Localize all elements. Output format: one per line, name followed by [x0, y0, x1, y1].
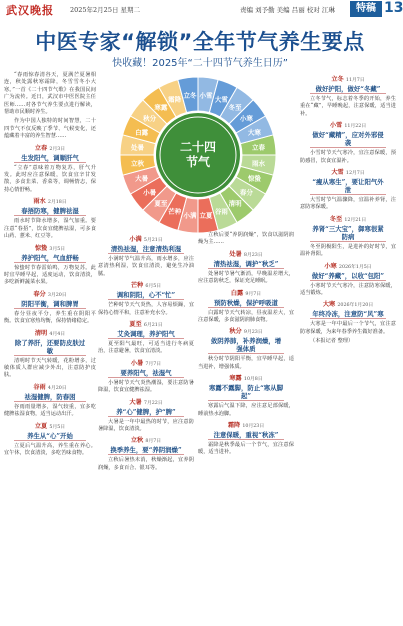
solar-terms-wheel: [98, 66, 298, 236]
term-paragraph: 寒露后气温下降，应注意足部保暖，睡前热水泡脚。: [198, 403, 294, 417]
wheel-term-label: 小寒: [239, 114, 253, 123]
article-column-2: [98, 232, 194, 622]
term-heading-jingzhe: 惊蛰 3月5日 养护阳气，气血舒畅: [4, 245, 96, 263]
term-paragraph: 霜降是秋季最后一个节气，宜注意保暖，适当进补。: [198, 442, 294, 456]
wheel-term-label: 立夏: [199, 211, 213, 220]
wheel-term-label: 秋分: [143, 114, 157, 123]
term-paragraph: 立夏后气温升高，养生重在养心。宜午休，饮食清淡，多吃苦味食物。: [4, 442, 96, 456]
wheel-term-label: 小雪: [199, 91, 213, 100]
wheel-term-label: 立春: [251, 143, 265, 152]
wheel-term-label: 霜降: [168, 95, 182, 104]
term-paragraph: 芒种时节天气炎热，人容易烦躁，宜保持心情平和，注意补充水分。: [98, 302, 194, 316]
term-paragraph: 春分昼夜平分，养生重在阴阳平衡。饮食宜寒热均衡，保持情绪稳定。: [4, 310, 96, 325]
term-heading-dongzhi: 冬至 12月21日 养肾“三大宝”，御寒很紧防病: [300, 216, 396, 242]
wheel-term-label: 芒种: [168, 207, 182, 216]
term-heading-lidong: 立冬 11月7日 做好护阳，做好“冬藏”: [300, 76, 396, 94]
term-paragraph: 夏至阳气最旺，可适当进行冬病夏治，注意避暑，饮食宜清淡。: [98, 341, 194, 355]
term-paragraph: 处暑时节暑气渐消，早晚温差增大，应注意防秋乏，保证充足睡眠。: [198, 270, 294, 285]
term-heading-dahan: 大寒 2026年1月20日 年终冷冻，注意防“风”寒: [300, 301, 396, 319]
wheel-term-label: 雨水: [251, 159, 265, 168]
wheel-term-label: 立秋: [131, 159, 145, 168]
term-heading-lichun: 立春 2月3日 生发阳气，调顺肝气: [4, 145, 96, 163]
term-paragraph: 大暑是一年中最热的时节，应注意防暑降温，饮食清淡。: [98, 418, 194, 433]
page-number: 13: [384, 0, 403, 16]
term-heading-xiazhi: 夏至 6月21日 艾灸调理，养护阳气: [98, 321, 194, 339]
article-column-4: [300, 72, 396, 622]
term-paragraph: 白露时节天气转凉，昼夜温差大，宜注意保暖，多食滋阴润肺食物。: [198, 309, 294, 324]
wheel-term-label: 立冬: [183, 91, 197, 100]
intro-paragraph: “春雨惊春清谷天，夏满芒夏暑相连，秋处露秋寒霜降，冬雪雪冬小大寒。”一首《二十四节气歌》在我国民间广为流传。近日，武汉市中医医院主任医师……对各节气养生要点进行解读，帮助市民顺时养生。: [4, 72, 96, 116]
term-paragraph: 谷雨雨量增多，湿气较重，宜多吃健脾祛湿食物，适当运动出汗。: [4, 403, 96, 418]
wheel-center-bottom: 节气: [185, 155, 211, 169]
term-heading-xiaohan: 小寒 2026年1月5日 做好“养藏”，以收“包阳”: [311, 262, 385, 280]
term-paragraph: 大寒是一年中最后一个节气，宜注意防寒保暖，为来年春季养生做好准备。: [300, 321, 396, 335]
term-heading-mangzhong: 芒种 6月5日 调和阴阳，心不“忙”: [98, 282, 194, 300]
wheel-term-label: 春分: [239, 188, 253, 197]
wheel-term-label: 夏至: [154, 199, 168, 208]
subheadline: 快收藏！2025年“二十四节气养生日历”: [112, 58, 288, 69]
editor-credits: 责编 刘予勤 美编 吕丽 校对 江琳: [240, 6, 335, 14]
intro-paragraph-2: 作为中国人独特的时间智慧，二十四节气不仅反映了季节、气候变化，还蕴藏着丰富的养生智慧……: [4, 118, 96, 140]
wheel-term-label: 谷雨: [214, 207, 228, 216]
term-heading-xiaoxue: 小雪 11月22日 做好“藏精”，应对外邪侵袭: [300, 122, 396, 148]
term-heading-lixia: 立夏 5月5日 养生从“心”开始: [4, 423, 96, 441]
term-heading-dashu: 大暑 7月22日 养“心”健脾，护“脾”: [98, 399, 194, 417]
term-paragraph: 小寒时节天气寒冷，注意防寒保暖，适当锻炼。: [300, 282, 396, 297]
term-heading-guyu: 谷雨 4月20日 祛湿健脾，防春困: [4, 384, 96, 402]
term-heading-liqiu: 立秋 8月7日 换季养生，要“养阴润燥”: [98, 437, 194, 455]
wheel-term-label: 白露: [135, 128, 149, 137]
wheel-term-label: 大暑: [135, 174, 149, 183]
term-paragraph: 小暑时节天气炎热潮湿，要注意防暑降温，饮食宜健脾祛湿。: [98, 379, 194, 394]
term-paragraph: 小满时节气温升高，雨水增多，应注意清热利湿，饮食宜清淡，避免生冷油腻。: [98, 256, 194, 277]
term-paragraph: “立春”意味着万物复苏，肝气升发。此时应注意保暖，饮食宜辛甘发散，多食韭菜、香菜等，调畅情志，保持心情舒畅。: [4, 164, 96, 193]
term-paragraph: 雨水时节降水增多，湿气加重。要注意“春捂”，饮食宜健脾祛湿，可多食山药、薏米、红豆等。: [4, 218, 96, 240]
term-paragraph: 清明时节天气转暖，花粉增多，过敏体质人群应减少外出，注意防护皮肤。: [4, 357, 96, 379]
byline: （本报记者 整理）: [310, 338, 354, 345]
term-heading-chushu: 处暑 8月23日 清热祛湿，调护“秋乏”: [198, 251, 294, 269]
term-paragraph: 大雪时节气温骤降，宜温补养肾，注意防寒保暖。: [300, 197, 396, 211]
continuation-paragraph: 立秋后要“养阴润燥”，饮食以滋阴润燥为主……: [198, 232, 294, 246]
term-paragraph: 秋分时节阴阳平衡，宜早睡早起，适当进补，增强体质。: [198, 356, 294, 370]
term-paragraph: 小雪时节天气寒冷，宜注意保暖，预防感冒，饮食宜温补。: [300, 150, 396, 164]
term-heading-shuangjiang: 霜降 10月23日 注意保暖，重视“秋冻”: [198, 422, 294, 440]
term-paragraph: 冬至阴极阳生，是进补的好时节，宜温补肾阳。: [300, 243, 396, 258]
wheel-term-label: 处暑: [131, 143, 145, 152]
term-heading-chunfen: 春分 3月20日 阴阳平衡，调和脾胃: [4, 291, 96, 309]
wheel-term-label: 寒露: [154, 103, 168, 112]
term-paragraph: 立秋后暑热未消，秋燥渐起，宜养阴润燥，多食百合、银耳等。: [98, 457, 194, 471]
term-heading-yushui: 雨水 2月18日 春捂防寒，健脾祛湿: [4, 198, 96, 216]
wheel-term-label: 清明: [228, 199, 242, 208]
term-heading-qiufen: 秋分 9月23日 敛阴养肺，补养润燥，增强体质: [198, 328, 294, 354]
term-paragraph: 惊蛰时节春雷始鸣，万物复苏。此时宜早睡早起，适度运动，饮食清淡，多吃新鲜蔬菜水果。: [4, 264, 96, 286]
term-heading-xiaoshu: 小暑 7月7日 要养阳气，祛湿气: [98, 360, 194, 378]
wheel-term-label: 冬至: [228, 103, 242, 112]
wheel-term-label: 大寒: [247, 128, 261, 137]
term-heading-xiaoman: 小满 5月21日 清热祛湿，注意清热利湿: [98, 236, 194, 254]
term-heading-qingming: 清明 4月4日 除了养肝，还要防皮肤过敏: [14, 329, 86, 355]
issue-date: 2025年2月25日 星期二: [70, 6, 141, 14]
wheel-term-label: 小满: [183, 211, 197, 220]
article-column-3: [198, 232, 294, 622]
section-badge: 特稿: [350, 1, 382, 17]
term-heading-daxue: 大雪 12月7日 “瘦从寒生”，要让阳气外泄: [300, 169, 396, 195]
term-heading-bailu: 白露 9月7日 预防秋燥，保护呼吸道: [198, 290, 294, 308]
wheel-center-top: 二十四: [179, 140, 217, 154]
newspaper-logo: 武汉晚报: [6, 4, 54, 17]
headline: 中医专家“解锁”全年节气养生要点: [35, 30, 365, 54]
wheel-term-label: 惊蛰: [247, 174, 261, 183]
term-paragraph: 立冬节气，标志着冬季的开始，养生重在“藏”，早睡晚起，注意保暖，适当进补。: [300, 96, 396, 117]
wheel-term-label: 大雪: [214, 95, 228, 104]
term-heading-hanlu: 寒露 10月8日 寒露不露脚，防止“寒从脚起”: [209, 375, 283, 401]
wheel-term-label: 小暑: [143, 188, 157, 197]
article-column-1: [4, 72, 96, 622]
wheel-center: [180, 140, 216, 170]
